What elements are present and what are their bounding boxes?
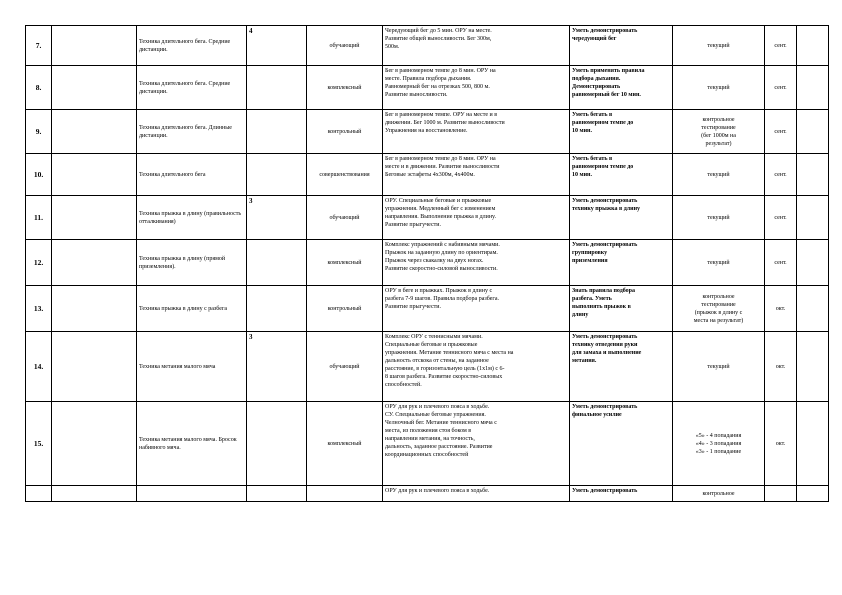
content-line: Равномерный бег на отрезках 500, 800 м. — [385, 84, 490, 90]
lesson-hours — [247, 240, 307, 286]
lesson-hours — [247, 286, 307, 332]
lesson-hours — [247, 486, 307, 502]
lesson-number: 9. — [26, 110, 52, 154]
content-line: Чередующий бег до 5 мин. ОРУ на месте. — [385, 28, 492, 34]
control-line: тестирование — [701, 301, 736, 308]
empty-cell — [52, 154, 137, 196]
lesson-requirements — [570, 196, 673, 240]
lesson-date: окт. — [765, 332, 797, 402]
control-line: текущий — [707, 42, 730, 49]
lesson-control — [673, 240, 765, 286]
content-line: месте. Правила подбора дыхания. — [385, 76, 472, 82]
content-line: 8 шагов разбега. Развитие скоростно-силовых — [385, 374, 503, 380]
lesson-content — [383, 154, 570, 196]
lesson-requirements — [570, 486, 673, 502]
lesson-control — [673, 66, 765, 110]
lesson-topic: Техника длительного бега. Средние дистанции. — [137, 66, 247, 110]
requirement-line: группировку — [572, 250, 608, 256]
lesson-type: обучающий — [307, 332, 383, 402]
control-line: контрольное — [702, 116, 735, 123]
lesson-topic: Техника метания малого мяча. Бросок набивного мяча. — [137, 402, 247, 486]
content-line: Развитие выносливости. — [385, 92, 448, 98]
lesson-content — [383, 286, 570, 332]
control-line: текущий — [707, 363, 730, 370]
lesson-row — [26, 286, 829, 332]
lesson-control — [673, 154, 765, 196]
content-line: ОРУ для рук и плечевого пояса в ходьбе. — [385, 488, 490, 494]
requirement-line: разбега. Уметь — [572, 296, 612, 302]
requirement-line: приземления — [572, 258, 608, 264]
content-line: дальность отскока от стены, на заданное — [385, 358, 489, 364]
lesson-requirements — [570, 332, 673, 402]
requirement-line: технику прыжка в длину — [572, 206, 641, 212]
lesson-type: комплексный — [307, 240, 383, 286]
control-line: контрольное — [702, 293, 735, 300]
lesson-requirements — [570, 66, 673, 110]
empty-cell — [52, 110, 137, 154]
control-line: «5» - 4 попадания — [695, 432, 742, 439]
requirement-line: Уметь демонстрировать — [572, 488, 638, 494]
content-line: месте и в движении. Развитие выносливости — [385, 164, 500, 170]
lesson-date: сент. — [765, 110, 797, 154]
empty-cell — [797, 332, 829, 402]
lesson-hours — [247, 154, 307, 196]
empty-cell — [797, 154, 829, 196]
lesson-date: сент. — [765, 66, 797, 110]
lesson-content — [383, 402, 570, 486]
lesson-hours: 4 — [247, 26, 307, 66]
lesson-hours: 3 — [247, 196, 307, 240]
lesson-content — [383, 486, 570, 502]
requirement-line: Уметь демонстрировать — [572, 334, 638, 340]
content-line: направления. Выполнение прыжка в длину. — [385, 214, 496, 220]
control-line: места на результат) — [693, 317, 744, 324]
lesson-hours — [247, 66, 307, 110]
content-line: Развитие общей выносливости. Бег 300м, — [385, 36, 492, 42]
empty-cell — [797, 240, 829, 286]
lesson-date — [765, 486, 797, 502]
lesson-requirements — [570, 154, 673, 196]
requirement-line: 10 мин. — [572, 172, 593, 178]
lesson-row — [26, 402, 829, 486]
lesson-type: обучающий — [307, 196, 383, 240]
content-line: Комплекс упражнений с набивными мячами. — [385, 242, 500, 248]
requirement-line: длину — [572, 312, 589, 318]
content-line: Беговые эстафеты 4х300м, 4х400м. — [385, 172, 475, 178]
content-line: Специальные беговые и прыжковые — [385, 342, 478, 348]
control-line: (бег 1000м на — [701, 132, 736, 139]
control-line: «4» - 3 попадания — [695, 440, 742, 447]
lesson-date: сент. — [765, 240, 797, 286]
lesson-requirements — [570, 26, 673, 66]
lesson-date: окт. — [765, 286, 797, 332]
empty-cell — [52, 26, 137, 66]
requirement-line: Демонстрировать — [572, 84, 621, 90]
content-line: 500м. — [385, 44, 400, 50]
lesson-topic — [137, 486, 247, 502]
empty-cell — [52, 66, 137, 110]
content-line: ОРУ. Специальные беговые и прыжковые — [385, 198, 492, 204]
lesson-rows — [26, 26, 829, 502]
content-line: Бег в равномерном темпе до 8 мин. ОРУ на — [385, 68, 496, 74]
lesson-content — [383, 332, 570, 402]
control-line: текущий — [707, 259, 730, 266]
content-line: Развитие прыгучести. — [385, 304, 441, 310]
lesson-type: комплексный — [307, 402, 383, 486]
control-line: текущий — [707, 84, 730, 91]
requirement-line: Уметь бегать в — [572, 156, 613, 162]
empty-cell — [797, 110, 829, 154]
lesson-control — [673, 486, 765, 502]
lesson-number: 11. — [26, 196, 52, 240]
lesson-row — [26, 66, 829, 110]
lesson-type: обучающий — [307, 26, 383, 66]
lesson-control — [673, 196, 765, 240]
lesson-hours — [247, 402, 307, 486]
lesson-type: контрольный — [307, 110, 383, 154]
lesson-topic: Техника длительного бега — [137, 154, 247, 196]
requirement-line: Уметь бегать в — [572, 112, 613, 118]
lesson-number: 8. — [26, 66, 52, 110]
empty-cell — [52, 240, 137, 286]
lesson-content — [383, 26, 570, 66]
requirement-line: Уметь применять правила — [572, 68, 645, 74]
content-line: Упражнения на восстановление. — [385, 128, 468, 134]
requirement-line: технику отведения руки — [572, 342, 638, 348]
lesson-type: совершенствования — [307, 154, 383, 196]
content-line: Челночный бег. Метание теннисного мяча с — [385, 420, 497, 426]
requirement-line: подбора дыхания. — [572, 76, 621, 82]
lesson-row — [26, 110, 829, 154]
content-line: Прыжок через скакалку на двух ногах. — [385, 258, 484, 264]
control-line: контрольное — [702, 490, 735, 497]
lesson-requirements — [570, 240, 673, 286]
lesson-requirements — [570, 110, 673, 154]
lesson-requirements — [570, 286, 673, 332]
lesson-row — [26, 154, 829, 196]
content-line: упражнения. Медленный бег с изменением — [385, 206, 496, 212]
lesson-content — [383, 240, 570, 286]
empty-cell — [797, 66, 829, 110]
lesson-number: 10. — [26, 154, 52, 196]
content-line: дальность, заданное расстояние. Развитие — [385, 444, 493, 450]
lesson-topic: Техника прыжка в длину с разбега — [137, 286, 247, 332]
content-line: Развитие прыгучести. — [385, 222, 441, 228]
lesson-type — [307, 486, 383, 502]
content-line: расстояние, в горизонтальную цель (1х1м) с 6- — [385, 366, 505, 372]
requirement-line: Уметь демонстрировать — [572, 242, 638, 248]
content-line: способностей. — [385, 382, 422, 388]
control-line: тестирование — [701, 124, 736, 131]
empty-cell — [52, 286, 137, 332]
lesson-control — [673, 286, 765, 332]
lesson-plan-table — [25, 25, 829, 502]
requirement-line: метания. — [572, 358, 597, 364]
lesson-requirements — [570, 402, 673, 486]
content-line: координационных способностей — [385, 452, 469, 458]
lesson-number: 7. — [26, 26, 52, 66]
content-line: направлении метания, на точность, — [385, 436, 475, 442]
lesson-type: контрольный — [307, 286, 383, 332]
lesson-control — [673, 110, 765, 154]
requirement-line: для замаха и выполнение — [572, 350, 642, 356]
control-line: (прыжок в длину с — [694, 309, 743, 316]
content-line: Бег в равномерном темпе. ОРУ на месте и в — [385, 112, 498, 118]
lesson-topic: Техника длительного бега. Длинные дистанции. — [137, 110, 247, 154]
lesson-row — [26, 332, 829, 402]
lesson-row — [26, 196, 829, 240]
content-line: Развитие скоростно-силовой выносливости. — [385, 266, 498, 272]
lesson-type: комплексный — [307, 66, 383, 110]
requirement-line: равномерном темпе до — [572, 120, 634, 126]
content-line: Бег в равномерном темпе до 8 мин. ОРУ на — [385, 156, 496, 162]
lesson-date: сент. — [765, 196, 797, 240]
control-line: «3» - 1 попадание — [695, 448, 742, 455]
requirement-line: Уметь демонстрировать — [572, 198, 638, 204]
lesson-number — [26, 486, 52, 502]
lesson-topic: Техника метания малого мяча — [137, 332, 247, 402]
lesson-number: 13. — [26, 286, 52, 332]
control-line: текущий — [707, 171, 730, 178]
lesson-number: 15. — [26, 402, 52, 486]
lesson-content — [383, 66, 570, 110]
empty-cell — [797, 286, 829, 332]
content-line: разбега 7-9 шагов. Правила подбора разбега. — [385, 296, 500, 302]
requirement-line: выполнять прыжок в — [572, 304, 631, 310]
lesson-date: окт. — [765, 402, 797, 486]
content-line: движении. Бег 1000 м. Развитие выносливости — [385, 120, 505, 126]
lesson-control — [673, 26, 765, 66]
lesson-hours: 3 — [247, 332, 307, 402]
empty-cell — [52, 402, 137, 486]
empty-cell — [52, 486, 137, 502]
requirement-line: финальное усилие — [572, 412, 622, 418]
content-line: Комплекс ОРУ с теннисными мячами. — [385, 334, 483, 340]
content-line: упражнения. Метание теннисного мяча с места на — [385, 350, 514, 356]
requirement-line: Уметь демонстрировать — [572, 28, 638, 34]
requirement-line: чередующий бег — [572, 36, 617, 42]
lesson-topic: Техника прыжка в длину (правильность отталкивания) — [137, 196, 247, 240]
requirement-line: Уметь демонстрировать — [572, 404, 638, 410]
requirement-line: равномерный бег 10 мин. — [572, 92, 641, 98]
control-line: результат) — [705, 140, 732, 147]
empty-cell — [797, 486, 829, 502]
content-line: Прыжок на заданную длину по ориентирам. — [385, 250, 498, 256]
content-line: СУ. Специальные беговые упражнения. — [385, 412, 486, 418]
empty-cell — [52, 196, 137, 240]
content-line: ОРУ для рук и плечевого пояса в ходьбе. — [385, 404, 490, 410]
lesson-number: 12. — [26, 240, 52, 286]
content-line: ОРУ в беге и прыжках. Прыжок в длину с — [385, 288, 493, 294]
lesson-row — [26, 486, 829, 502]
lesson-control — [673, 332, 765, 402]
requirement-line: Знать правила подбора — [572, 288, 636, 294]
lesson-date: сент. — [765, 154, 797, 196]
empty-cell — [797, 196, 829, 240]
requirement-line: равномерном темпе до — [572, 164, 634, 170]
lesson-row — [26, 26, 829, 66]
lesson-content — [383, 196, 570, 240]
empty-cell — [52, 332, 137, 402]
lesson-plan-sheet — [25, 25, 829, 502]
lesson-date: сент. — [765, 26, 797, 66]
lesson-row — [26, 240, 829, 286]
content-line: места, из положения стоя боком в — [385, 428, 472, 434]
lesson-hours — [247, 110, 307, 154]
lesson-control — [673, 402, 765, 486]
control-line: текущий — [707, 214, 730, 221]
empty-cell — [797, 402, 829, 486]
requirement-line: 10 мин. — [572, 128, 593, 134]
empty-cell — [797, 26, 829, 66]
lesson-content — [383, 110, 570, 154]
lesson-number: 14. — [26, 332, 52, 402]
lesson-topic: Техника длительного бега. Средние дистанции. — [137, 26, 247, 66]
lesson-topic: Техника прыжка в длину (прямой приземления). — [137, 240, 247, 286]
